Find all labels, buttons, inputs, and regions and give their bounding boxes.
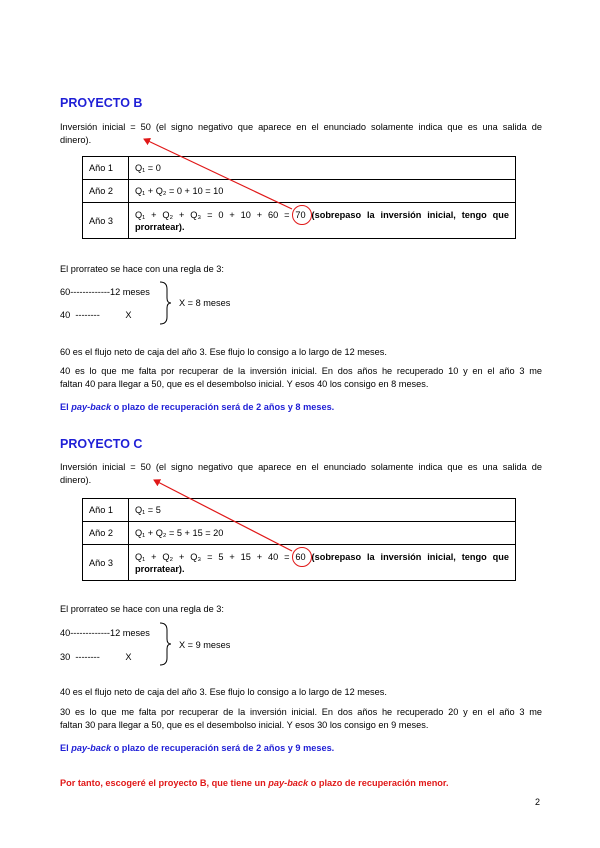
project-b-rule-result: X = 8 meses <box>179 298 231 308</box>
project-b-conclusion: El pay-back o plazo de recuperación será de 2 años y 8 meses. <box>60 402 335 412</box>
project-c-intro-line2: dinero). <box>60 475 92 485</box>
expr-cell: Q₁ + Q₂ = 5 + 15 = 20 <box>129 522 516 545</box>
project-c-title: PROYECTO C <box>60 437 143 451</box>
arrow-b <box>144 139 292 209</box>
project-b-intro-line1: Inversión inicial = 50 (el signo negativo que aparece en el enunciado solamente indica que es una salida de <box>60 122 542 132</box>
expr-note: (sobrepaso la inversión inicial, tengo que <box>311 209 509 220</box>
expr-note2: prorratear). <box>135 221 185 232</box>
expr-cell: Q₁ = 0 <box>129 157 516 180</box>
page-number: 2 <box>535 797 541 807</box>
year-cell: Año 1 <box>83 157 129 180</box>
project-c-rule-result: X = 9 meses <box>179 640 231 650</box>
explain-line1: 30 es lo que me falta por recuperar de la inversión inicial. En dos años he recuperado 20 y en el año 3 me <box>60 707 542 717</box>
project-c-flow-text: 40 es el flujo neto de caja del año 3. Ese flujo lo consigo a lo largo de 12 meses. <box>60 687 387 697</box>
year-cell: Año 2 <box>83 522 129 545</box>
explain-line1: 40 es lo que me falta por recuperar de la inversión inicial. En dos años he recuperado 10 y en el año 3 me <box>60 366 542 376</box>
explain-line2: faltan 30 para llegar a 50, que es el desembolso inicial. Y esos 30 los consigo en 9 meses. <box>60 720 429 730</box>
final-conclusion: Por tanto, escogeré el proyecto B, que tiene un pay-back o plazo de recuperación menor. <box>60 778 449 788</box>
project-c-rule-line2: 30 -------- X <box>60 652 132 662</box>
project-b-rule-line2: 40 -------- X <box>60 310 132 320</box>
arrow-c <box>154 480 292 551</box>
year-cell: Año 2 <box>83 180 129 203</box>
project-c-rule-line1: 40-------------12 meses <box>60 628 150 638</box>
project-b-prorrateo-intro: El prorrateo se hace con una regla de 3: <box>60 264 224 274</box>
project-c-prorrateo-intro: El prorrateo se hace con una regla de 3: <box>60 604 224 614</box>
expr-cell: Q₁ = 5 <box>129 499 516 522</box>
circled-value: 60 <box>295 551 305 563</box>
expr-note2: prorratear). <box>135 563 185 574</box>
project-c-conclusion: El pay-back o plazo de recuperación será de 2 años y 9 meses. <box>60 743 335 753</box>
expr-text: Q₁ + Q₂ + Q₃ = 0 + 10 + 60 = <box>135 209 290 220</box>
project-b-rule-line1: 60-------------12 meses <box>60 287 150 297</box>
project-c-intro-line1: Inversión inicial = 50 (el signo negativo que aparece en el enunciado solamente indica que es una salida de <box>60 462 542 472</box>
year-cell: Año 3 <box>83 203 129 239</box>
expr-text: Q₁ + Q₂ + Q₃ = 5 + 15 + 40 = <box>135 551 290 562</box>
circled-value: 70 <box>295 209 305 221</box>
year-cell: Año 3 <box>83 545 129 581</box>
project-b-intro-line2: dinero). <box>60 135 92 145</box>
explain-line2: faltan 40 para llegar a 50, que es el desembolso inicial. Y esos 40 los consigo en 8 meses. <box>60 379 429 389</box>
year-cell: Año 1 <box>83 499 129 522</box>
expr-cell: Q₁ + Q₂ = 0 + 10 = 10 <box>129 180 516 203</box>
expr-note: (sobrepaso la inversión inicial, tengo que <box>311 551 509 562</box>
project-b-flow-text: 60 es el flujo neto de caja del año 3. Ese flujo lo consigo a lo largo de 12 meses. <box>60 347 387 357</box>
project-b-title: PROYECTO B <box>60 96 143 110</box>
